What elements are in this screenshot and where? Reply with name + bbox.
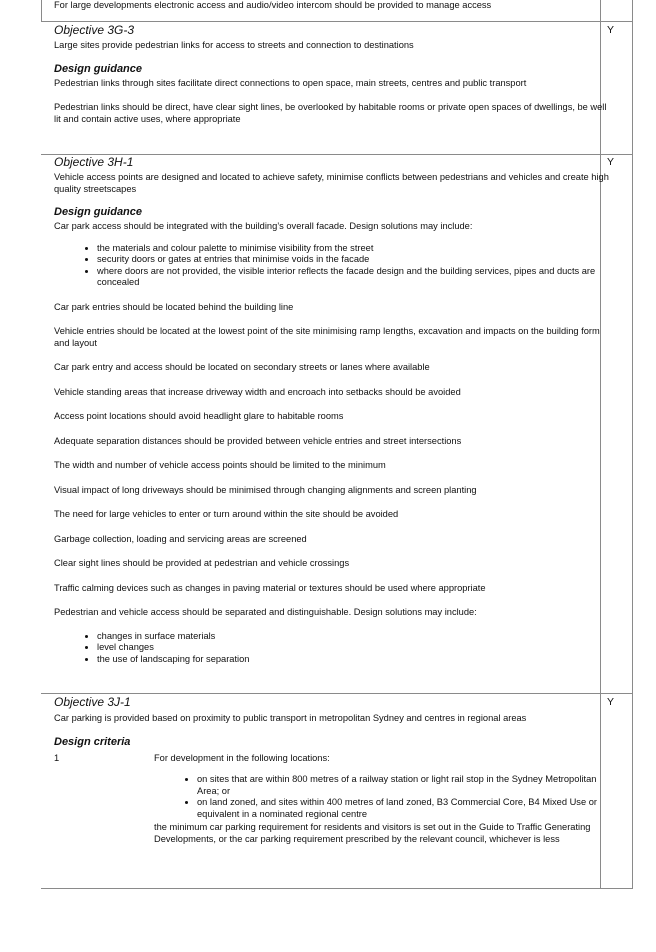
guidance-paragraph: Traffic calming devices such as changes in paving material or textures should be used where appropriate — [54, 582, 486, 593]
guidance-paragraph: Vehicle entries should be located at the lowest point of the site minimising ramp lengths, excavation and impacts on the building form and layout — [54, 326, 600, 348]
criteria-intro: For development in the following locations: — [154, 752, 330, 763]
objective-statement: Vehicle access points are designed and located to achieve safety, minimise conflicts between pedestrians and vehicles and create high quality streetscapes — [54, 172, 609, 194]
bullet-list — [154, 774, 613, 820]
row-divider — [41, 21, 632, 22]
section-3j-1 — [41, 695, 621, 845]
bullet-item: • on sites that are within 800 metres of a railway station or light rail stop in the Sydney Metropolitan Area; or — [197, 774, 613, 797]
bullet-item: • changes in surface materials — [97, 631, 613, 643]
section-3g-3 — [41, 23, 621, 125]
guidance-paragraph: Pedestrian links should be direct, have clear sight lines, be overlooked by habitable rooms or private open spaces of dwellings, be well lit and contain active uses, where appropriate — [54, 102, 607, 124]
criteria-close: the minimum car parking requirement for residents and visitors is set out in the Guide to Traffic Generating Developments, or the car parking requirement prescribed by the relevant council, whichever is less — [154, 822, 591, 844]
bullet-item: • the materials and colour palette to minimise visibility from the street — [97, 243, 613, 255]
section-3h-1 — [41, 155, 621, 665]
previous-row — [41, 0, 621, 12]
objective-statement: Large sites provide pedestrian links for access to streets and connection to destinations — [54, 40, 414, 50]
bullet-list — [54, 631, 613, 666]
table-right-border — [632, 0, 633, 889]
bullet-item: • where doors are not provided, the visible interior reflects the facade design and the building services, pipes and ducts are concealed — [97, 266, 613, 289]
guidance-paragraph: Clear sight lines should be provided at pedestrian and vehicle crossings — [54, 558, 350, 568]
design-criteria-item — [54, 753, 613, 846]
row-divider — [41, 693, 632, 694]
guidance-intro: Car park access should be integrated with the building’s overall facade. Design solutions may include: — [54, 221, 473, 231]
guidance-paragraph: Car park entries should be located behind the building line — [54, 301, 294, 312]
bullet-list — [54, 243, 613, 289]
guidance-paragraph: Pedestrian and vehicle access should be separated and distinguishable. Design solutions may include: — [54, 607, 477, 617]
bullet-item: • on land zoned, and sites within 400 metres of land zoned, B3 Commercial Core, B4 Mixed Use or equivalent in a nominated regional centre — [197, 797, 613, 820]
guidance-paragraph: Car park entry and access should be located on secondary streets or lanes where available — [54, 362, 430, 372]
bullet-item: • the use of landscaping for separation — [97, 654, 613, 666]
guidance-paragraph: Access point locations should avoid headlight glare to habitable rooms — [54, 411, 344, 421]
guidance-paragraph: The need for large vehicles to enter or turn around within the site should be avoided — [54, 509, 399, 519]
objective-statement: Car parking is provided based on proximity to public transport in metropolitan Sydney and centres in regional areas — [54, 713, 527, 723]
compliance-flag: Y — [607, 24, 615, 36]
design-guidance-heading: Design guidance — [54, 206, 143, 218]
design-guidance-heading: Design guidance — [54, 62, 143, 75]
guidance-paragraph: Pedestrian links through sites facilitate direct connections to open space, main streets, centres and public transport — [54, 77, 527, 88]
objective-title: Objective 3J-1 — [54, 695, 131, 709]
guidance-paragraph: The width and number of vehicle access points should be limited to the minimum — [54, 460, 386, 470]
table-bottom-border — [41, 888, 632, 889]
guidance-paragraph: Vehicle standing areas that increase driveway width and encroach into setbacks should be avoided — [54, 386, 461, 397]
bullet-item: • security doors or gates at entries that minimise voids in the facade — [97, 254, 613, 266]
objective-title: Objective 3G-3 — [54, 23, 135, 37]
guidance-paragraph: Adequate separation distances should be provided between vehicle entries and street intersections — [54, 435, 462, 446]
compliance-flag: Y — [607, 156, 615, 168]
guidance-paragraph: Garbage collection, loading and servicing areas are screened — [54, 533, 307, 544]
top-line-text: For large developments electronic access and audio/video intercom should be provided to manage access — [54, 0, 492, 10]
bullet-item: • level changes — [97, 642, 613, 654]
design-criteria-heading: Design criteria — [54, 735, 131, 748]
guidance-paragraph: Visual impact of long driveways should be minimised through changing alignments and screen planting — [54, 484, 477, 495]
compliance-flag: Y — [607, 696, 615, 708]
objective-title: Objective 3H-1 — [54, 155, 134, 169]
criteria-number: 1 — [54, 752, 60, 763]
